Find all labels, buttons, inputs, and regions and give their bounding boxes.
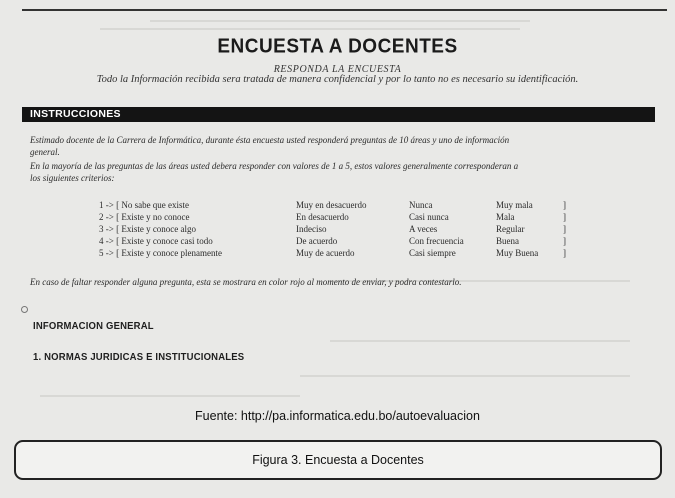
top-rule (22, 9, 667, 11)
criteria-close-bracket: ] (563, 248, 566, 258)
criteria-close-bracket: ] (563, 236, 566, 246)
figure-caption: Figura 3. Encuesta a Docentes (252, 453, 424, 467)
criteria-quality: Muy mala (496, 200, 533, 210)
paragraph-1-line-2: general. (30, 147, 60, 157)
criteria-row (0, 200, 675, 212)
criteria-agreement: Muy de acuerdo (296, 248, 355, 258)
criteria-agreement: Indeciso (296, 224, 327, 234)
survey-subtitle: RESPONDA LA ENCUESTA (273, 64, 402, 75)
paragraph-1-line-1: Estimado docente de la Carrera de Informática, durante ésta encuesta usted responderá preguntas de 10 áreas y uno de información (30, 135, 510, 145)
bleed-through-line (40, 395, 300, 397)
instructions-paragraph-2 (30, 160, 647, 184)
criteria-row (0, 212, 675, 224)
criteria-close-bracket: ] (563, 212, 566, 222)
criteria-row (0, 224, 675, 236)
criteria-scale: 1 -> [ No sabe que existe (99, 200, 190, 210)
criteria-scale: 5 -> [ Existe y conoce plenamente (99, 248, 223, 258)
bleed-through-line (100, 28, 520, 30)
source-credit: Fuente: http://pa.informatica.edu.bo/autoevaluacion (195, 409, 480, 423)
criteria-close-bracket: ] (563, 224, 566, 234)
paragraph-2-line-1: En la mayoría de las preguntas de las áreas usted debera responder con valores de 1 a 5, estos valores generalmente corresponderan a (30, 161, 519, 171)
criteria-frequency: A veces (409, 224, 438, 234)
criteria-agreement: De acuerdo (296, 236, 338, 246)
bleed-through-line (150, 20, 530, 22)
bleed-through-line (330, 340, 630, 342)
criteria-quality: Muy Buena (496, 248, 539, 258)
bleed-through-line (300, 375, 630, 377)
criteria-frequency: Nunca (409, 200, 433, 210)
confidentiality-note: Todo la Información recibida sera tratada de manera confidencial y por lo tanto no es necesario su identificación. (96, 74, 579, 85)
criteria-scale: 2 -> [ Existe y no conoce (99, 212, 190, 222)
criteria-agreement: Muy en desacuerdo (296, 200, 367, 210)
criteria-frequency: Casi nunca (409, 212, 449, 222)
criteria-row (0, 236, 675, 248)
radio-icon[interactable] (21, 306, 28, 313)
criteria-table (0, 200, 675, 270)
criteria-quality: Mala (496, 212, 515, 222)
criteria-agreement: En desacuerdo (296, 212, 349, 222)
criteria-row (0, 248, 675, 260)
instructions-header: INSTRUCCIONES (22, 107, 655, 122)
criteria-quality: Regular (496, 224, 525, 234)
figure-caption-box (14, 440, 662, 480)
instructions-paragraph-1 (30, 134, 647, 158)
criteria-frequency: Casi siempre (409, 248, 456, 258)
missing-answer-note: En caso de faltar responder alguna pregunta, esta se mostrara en color rojo al momento de enviar, y podra contestarlo. (30, 277, 462, 287)
survey-title: ENCUESTA A DOCENTES (217, 35, 458, 58)
section-1-heading: 1. NORMAS JURIDICAS E INSTITUCIONALES (33, 352, 245, 363)
criteria-scale: 3 -> [ Existe y conoce algo (99, 224, 197, 234)
paragraph-2-line-2: los siguientes criterios: (30, 173, 115, 183)
criteria-close-bracket: ] (563, 200, 566, 210)
criteria-scale: 4 -> [ Existe y conoce casi todo (99, 236, 213, 246)
general-info-heading: INFORMACION GENERAL (33, 321, 154, 332)
criteria-quality: Buena (496, 236, 519, 246)
criteria-frequency: Con frecuencia (409, 236, 464, 246)
